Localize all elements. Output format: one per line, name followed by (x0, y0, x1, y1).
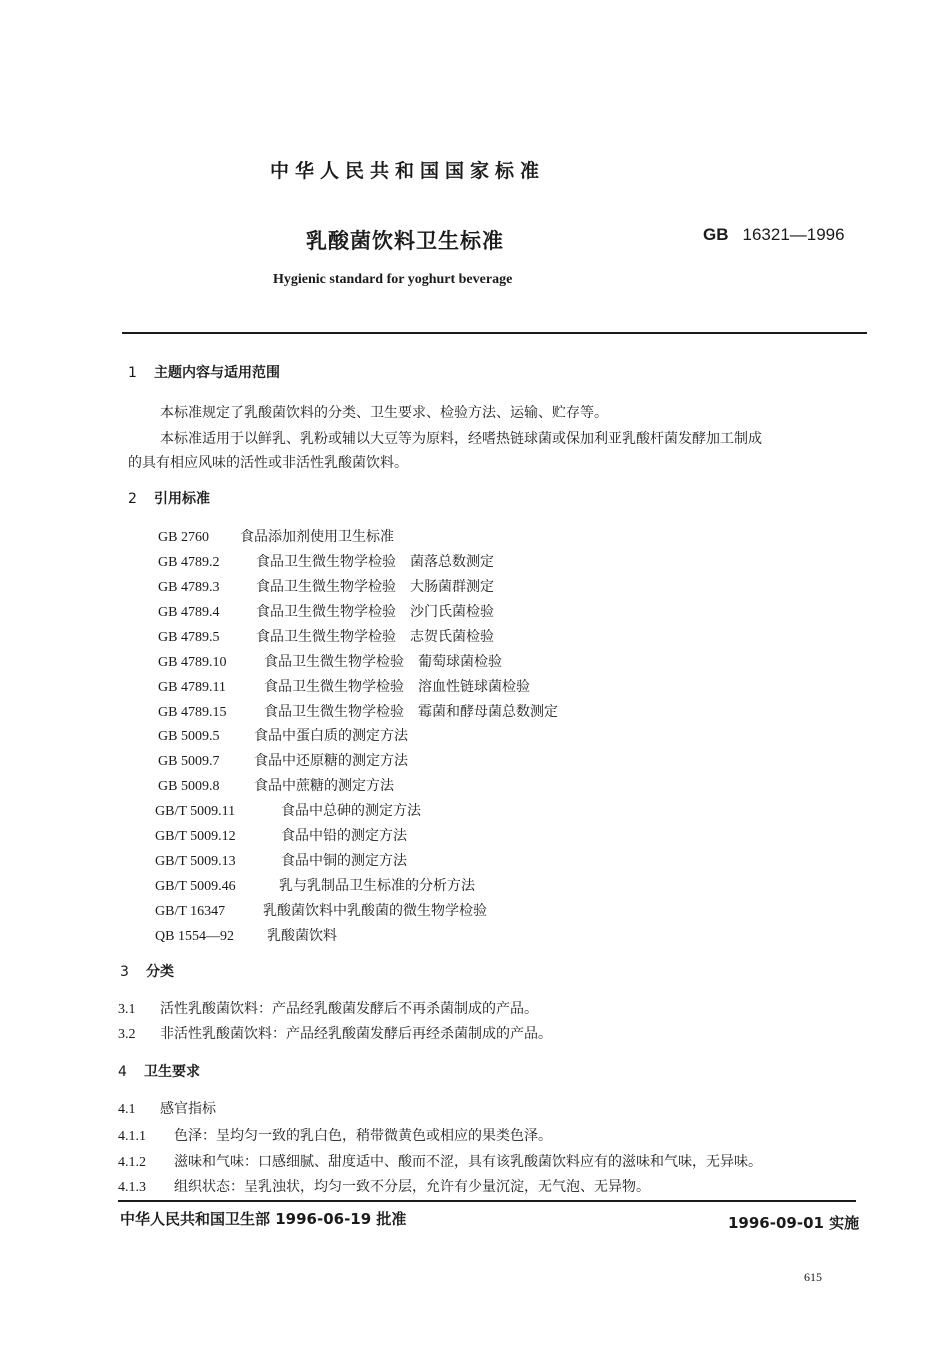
reference-name: 食品中总砷的测定方法 (281, 803, 421, 819)
item-text: 组织状态：呈乳浊状，均匀一致不分层，允许有少量沉淀，无气泡、无异物。 (174, 1179, 650, 1195)
item-text: 滋味和气味：口感细腻、甜度适中、酸而不涩，具有该乳酸菌饮料应有的滋味和气味，无异味。 (174, 1154, 762, 1170)
section-2-heading (128, 488, 210, 508)
reference-item (158, 701, 558, 721)
section-number: 3 (120, 964, 129, 980)
reference-name: 食品中蔗糖的测定方法 (254, 778, 394, 794)
item-text: 活性乳酸菌饮料：产品经乳酸菌发酵后不再杀菌制成的产品。 (160, 1001, 538, 1017)
section-title: 分类 (146, 964, 174, 980)
reference-name: 食品中蛋白质的测定方法 (254, 728, 408, 744)
item-text: 色泽：呈均匀一致的乳白色，稍带微黄色或相应的果类色泽。 (174, 1128, 552, 1144)
reference-item (158, 775, 394, 795)
classification-item (118, 1023, 552, 1043)
reference-code: GB/T 5009.46 (155, 879, 236, 894)
section-number: 1 (128, 365, 137, 381)
reference-name: 食品卫生微生物学检验 菌落总数测定 (256, 554, 494, 570)
reference-code: GB 4789.10 (158, 655, 227, 670)
reference-name: 食品卫生微生物学检验 溶血性链球菌检验 (264, 679, 530, 695)
reference-item (155, 825, 407, 845)
reference-item (155, 875, 475, 895)
reference-name: 食品卫生微生物学检验 葡萄球菌检验 (264, 654, 502, 670)
reference-name: 乳酸菌饮料中乳酸菌的微生物学检验 (263, 903, 487, 919)
reference-item (155, 900, 487, 920)
reference-name: 食品添加剂使用卫生标准 (240, 529, 394, 545)
item-number: 4.1.2 (118, 1155, 146, 1170)
item-number: 3.2 (118, 1027, 136, 1042)
reference-code: GB/T 5009.12 (155, 829, 236, 844)
reference-item (158, 626, 494, 646)
gb-number: 16321—1996 (742, 225, 845, 244)
section-1-heading (128, 362, 280, 382)
reference-item (158, 526, 394, 546)
reference-item (155, 850, 407, 870)
reference-item (158, 725, 408, 745)
reference-code: GB 5009.7 (158, 754, 220, 769)
classification-item (118, 998, 538, 1018)
reference-name: 食品卫生微生物学检验 霉菌和酵母菌总数测定 (264, 704, 558, 720)
section-title: 卫生要求 (144, 1064, 200, 1080)
reference-code: GB/T 5009.11 (155, 804, 236, 819)
requirement-item (118, 1125, 552, 1145)
reference-item (158, 576, 494, 596)
reference-code: GB 4789.15 (158, 705, 227, 720)
reference-item (158, 601, 494, 621)
reference-code: QB 1554—92 (155, 929, 234, 944)
document-title-cn: 乳酸菌饮料卫生标准 (306, 229, 504, 253)
requirement-item (118, 1151, 762, 1171)
section-number: 4 (118, 1064, 127, 1080)
requirement-item (118, 1098, 216, 1118)
reference-code: GB/T 5009.13 (155, 854, 236, 869)
document-title-en: Hygienic standard for yoghurt beverage (273, 272, 513, 287)
item-text: 非活性乳酸菌饮料：产品经乳酸菌发酵后再经杀菌制成的产品。 (160, 1026, 552, 1042)
reference-code: GB 2760 (158, 530, 209, 545)
item-number: 4.1.1 (118, 1129, 146, 1144)
approval-line: 中华人民共和国卫生部 1996-06-19 批准 (120, 1210, 407, 1228)
reference-name: 乳与乳制品卫生标准的分析方法 (279, 878, 475, 894)
standard-type-heading: 中华人民共和国国家标准 (270, 160, 546, 182)
reference-item (155, 800, 421, 820)
reference-code: GB 5009.5 (158, 729, 220, 744)
reference-name: 食品中铜的测定方法 (281, 853, 407, 869)
reference-code: GB 4789.11 (158, 680, 226, 695)
section-4-heading (118, 1061, 200, 1081)
footer-rule (118, 1200, 856, 1202)
reference-name: 食品卫生微生物学检验 大肠菌群测定 (256, 579, 494, 595)
gb-code (703, 225, 845, 245)
paragraph: 的具有相应风味的活性或非活性乳酸菌饮料。 (128, 455, 408, 471)
item-number: 3.1 (118, 1002, 136, 1017)
reference-item (158, 551, 494, 571)
header-rule (122, 332, 867, 334)
section-3-heading (120, 961, 174, 981)
paragraph: 本标准规定了乳酸菌饮料的分类、卫生要求、检验方法、运输、贮存等。 (160, 405, 608, 421)
requirement-item (118, 1176, 650, 1196)
item-text: 感官指标 (160, 1101, 216, 1117)
reference-name: 食品卫生微生物学检验 志贺氏菌检验 (256, 629, 494, 645)
reference-code: GB 5009.8 (158, 779, 220, 794)
reference-code: GB/T 16347 (155, 904, 226, 919)
item-number: 4.1 (118, 1102, 136, 1117)
reference-code: GB 4789.3 (158, 580, 220, 595)
reference-item (155, 925, 337, 945)
section-number: 2 (128, 491, 137, 507)
gb-prefix: GB (703, 225, 729, 244)
reference-item (158, 676, 530, 696)
section-title: 主题内容与适用范围 (154, 365, 280, 381)
reference-name: 食品中铅的测定方法 (281, 828, 407, 844)
reference-item (158, 651, 502, 671)
paragraph: 本标准适用于以鲜乳、乳粉或辅以大豆等为原料，经嗜热链球菌或保加利亚乳酸杆菌发酵加工制成 (160, 431, 762, 447)
reference-code: GB 4789.5 (158, 630, 220, 645)
reference-name: 乳酸菌饮料 (267, 928, 337, 944)
reference-code: GB 4789.4 (158, 605, 220, 620)
effective-date: 1996-09-01 实施 (728, 1214, 860, 1232)
section-title: 引用标准 (154, 491, 210, 507)
item-number: 4.1.3 (118, 1180, 146, 1195)
reference-name: 食品中还原糖的测定方法 (254, 753, 408, 769)
reference-name: 食品卫生微生物学检验 沙门氏菌检验 (256, 604, 494, 620)
page-number: 615 (804, 1270, 822, 1284)
reference-code: GB 4789.2 (158, 555, 220, 570)
reference-item (158, 750, 408, 770)
